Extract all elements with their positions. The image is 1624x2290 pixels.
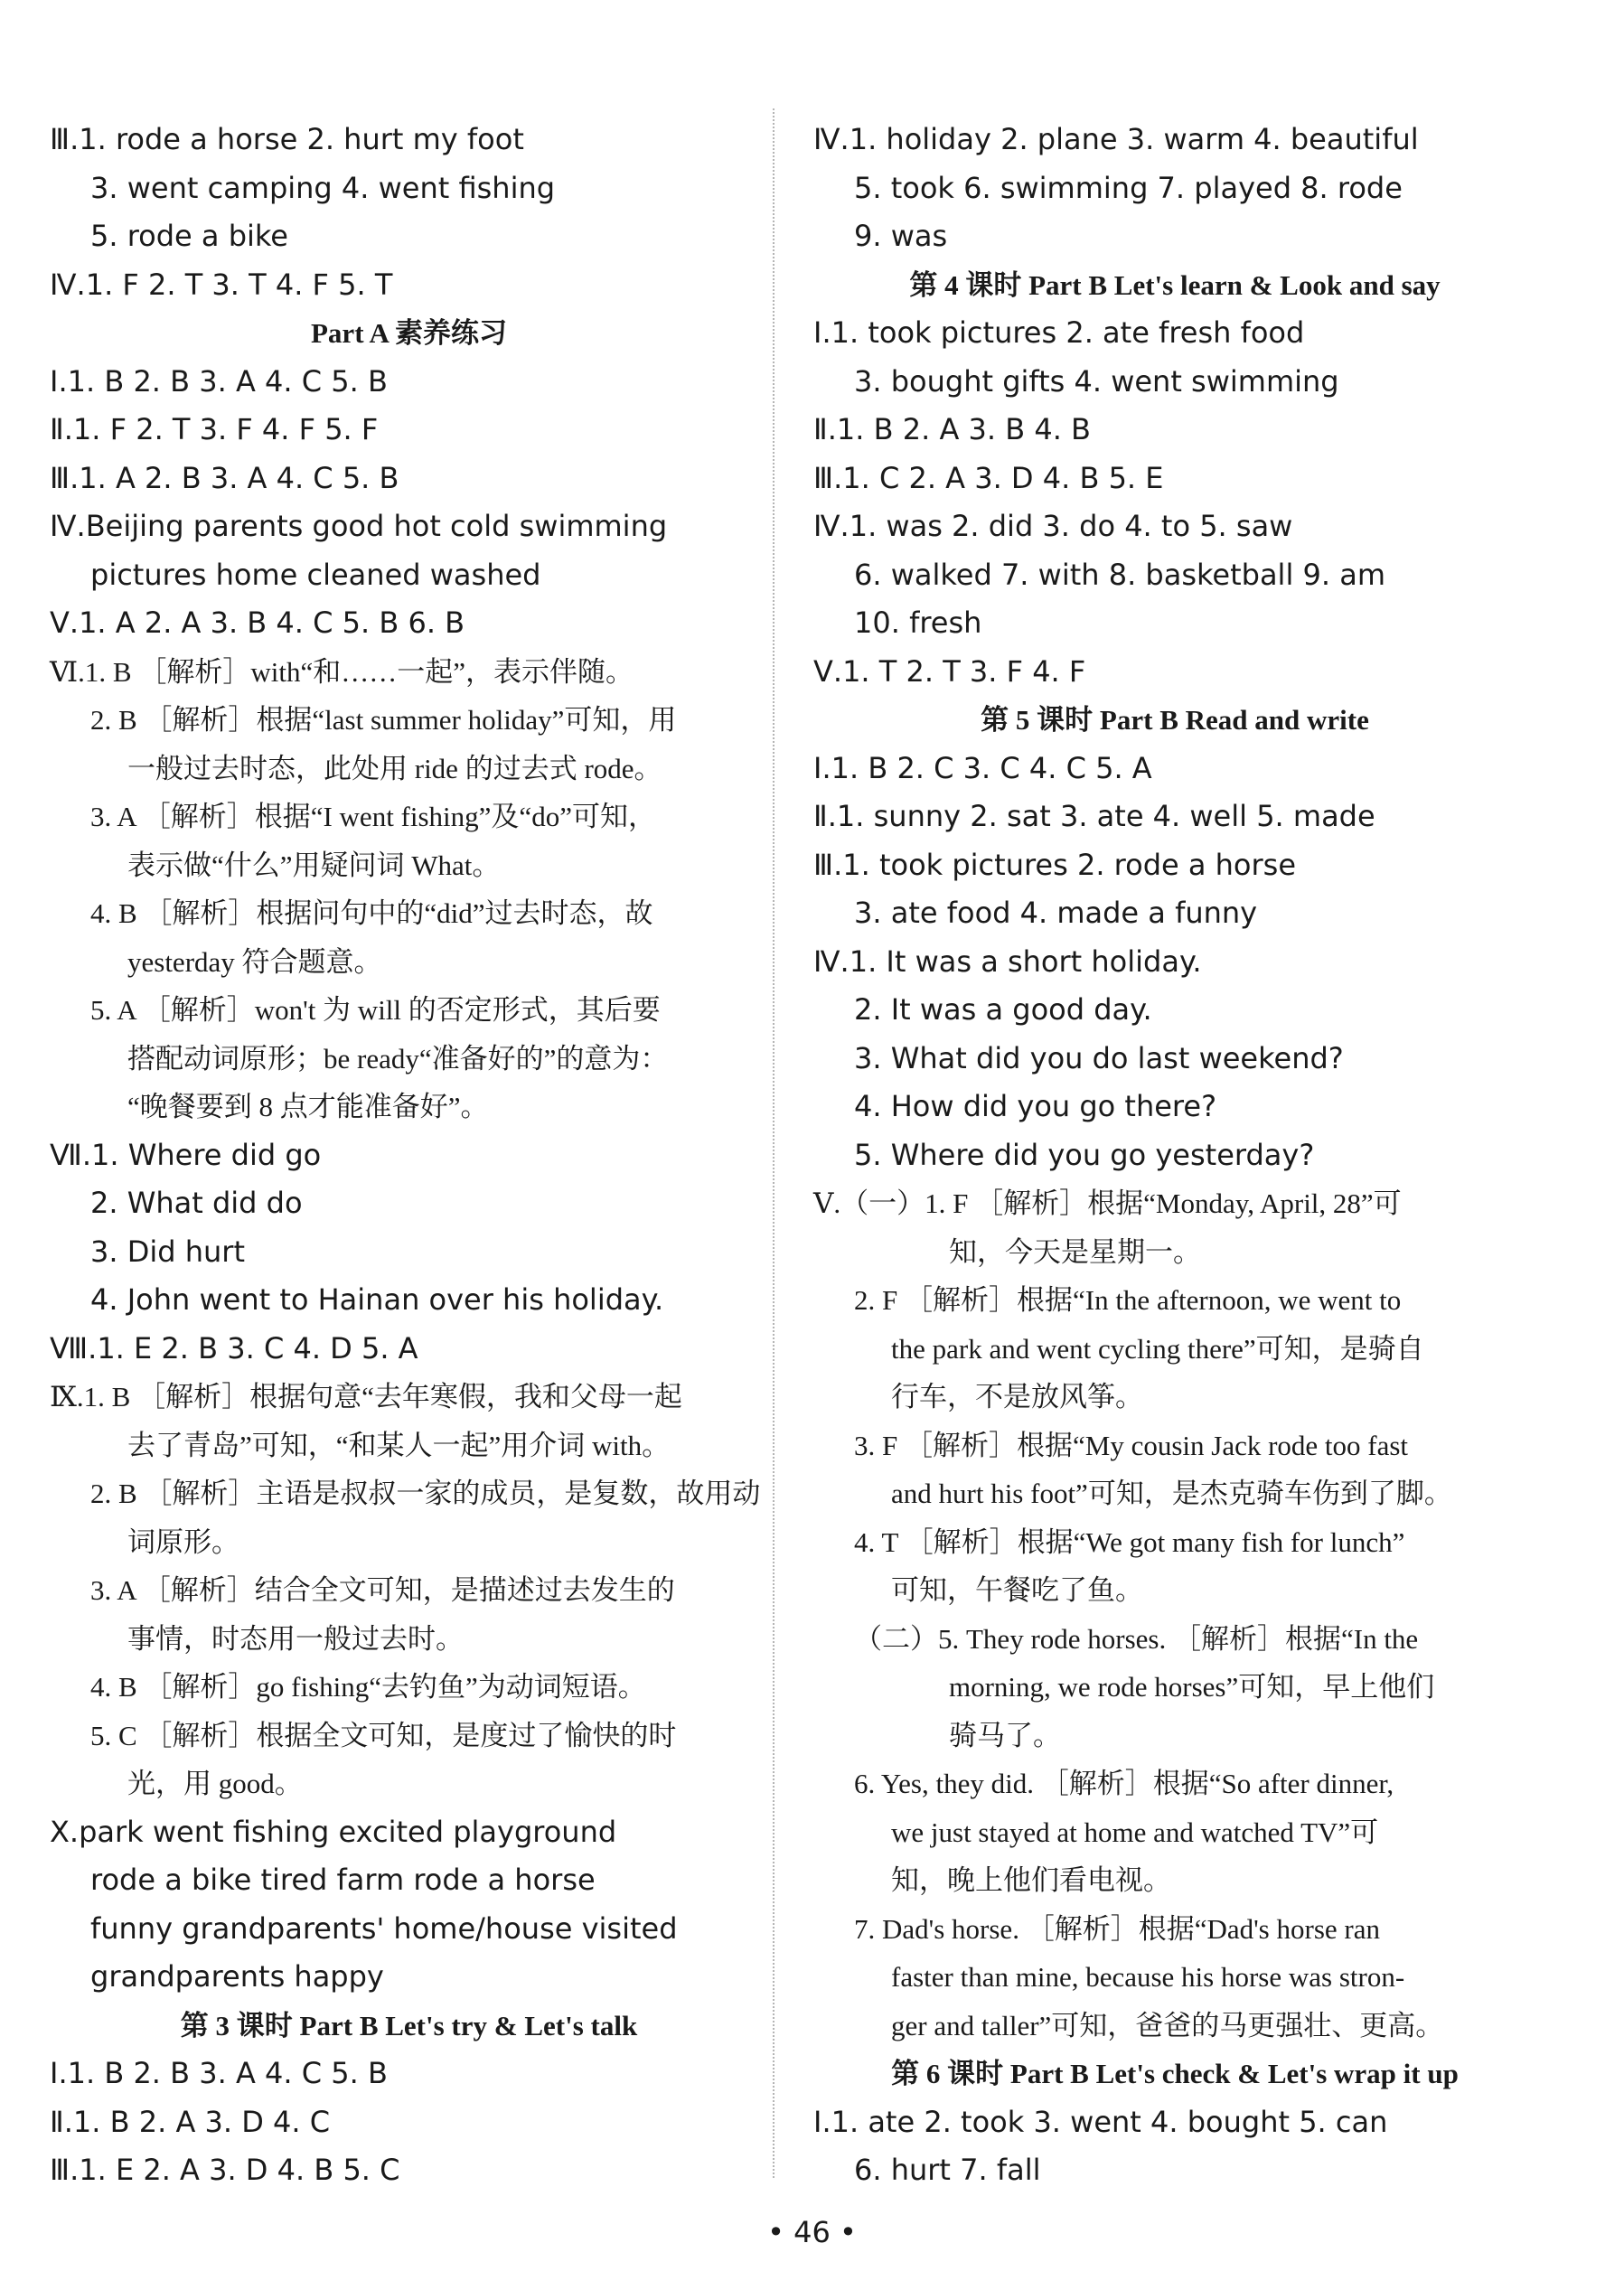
answer-line: 一般过去时态，此处用 ride 的过去式 rode。 <box>127 752 662 784</box>
page-number: • 46 • <box>767 2215 857 2249</box>
answer-line: Ⅳ.Beijing parents good hot cold swimming <box>50 509 668 543</box>
answer-line: we just stayed at home and watched TV”可 <box>891 1816 1379 1848</box>
answer-line: 2. What did do <box>90 1186 303 1220</box>
answer-line: Ⅰ.1. B 2. B 3. A 4. C 5. B <box>50 2056 388 2090</box>
answer-line: Ⅸ.1. B ［解析］根据句意“去年寒假，我和父母一起 <box>50 1381 682 1412</box>
answer-line: 去了青岛”可知，“和某人一起”用介词 with。 <box>127 1429 671 1461</box>
column-divider <box>773 108 774 2178</box>
answer-line: 知，晚上他们看电视。 <box>891 1864 1171 1896</box>
right-column <box>813 116 1536 2195</box>
answer-line: Ⅴ.1. A 2. A 3. B 4. C 5. B 6. B <box>50 605 465 640</box>
answer-line: Ⅲ.1. C 2. A 3. D 4. B 5. E <box>813 460 1164 495</box>
answer-line: 骑马了。 <box>949 1719 1061 1751</box>
answer-line: 2. It was a good day. <box>854 992 1152 1027</box>
answer-line: grandparents happy <box>90 1959 384 1994</box>
answer-line: 3. What did you do last weekend? <box>854 1040 1344 1075</box>
answer-line: 4. B ［解析］go fishing“去钓鱼”为动词短语。 <box>90 1671 646 1703</box>
answer-line: 3. Did hurt <box>90 1234 245 1269</box>
answer-line: 3. A ［解析］根据“I went fishing”及“do”可知， <box>90 801 656 832</box>
answer-line: 表示做“什么”用疑问词 What。 <box>127 849 501 881</box>
answer-line: 知，今天是星期一。 <box>949 1235 1201 1268</box>
answer-line: Ⅳ.1. F 2. T 3. T 4. F 5. T <box>50 267 393 302</box>
answer-line: 事情，时态用一般过去时。 <box>127 1622 464 1655</box>
answer-line: 4. John went to Hainan over his holiday. <box>90 1282 664 1317</box>
answer-line: Ⅰ.1. B 2. C 3. C 4. C 5. A <box>813 750 1152 785</box>
answer-line: 可知，午餐吃了鱼。 <box>891 1574 1143 1606</box>
answer-line: 3. ate food 4. made a funny <box>854 896 1258 930</box>
answer-line: 6. walked 7. with 8. basketball 9. am <box>854 557 1385 592</box>
answer-line: Ⅰ.1. ate 2. took 3. went 4. bought 5. can <box>813 2104 1388 2139</box>
answer-line: 5. Where did you go yesterday? <box>854 1137 1315 1172</box>
answer-line: 3. A ［解析］结合全文可知，是描述过去发生的 <box>90 1574 675 1606</box>
answer-line: Ⅴ.1. T 2. T 3. F 4. F <box>813 653 1086 689</box>
answer-line: Ⅱ.1. sunny 2. sat 3. ate 4. well 5. made <box>813 799 1375 833</box>
answer-line: Ⅶ.1. Where did go <box>50 1137 322 1172</box>
answer-line: Ⅲ.1. rode a horse 2. hurt my foot <box>50 122 524 156</box>
section-heading: 第 3 课时 Part B Let's try & Let's talk <box>180 2009 638 2041</box>
answer-line: 5. rode a bike <box>90 219 288 253</box>
answer-line: Ⅳ.1. was 2. did 3. do 4. to 5. saw <box>813 509 1293 543</box>
answer-line: 2. B ［解析］根据“last summer holiday”可知，用 <box>90 704 677 736</box>
answer-line: 光，用 good。 <box>127 1768 303 1799</box>
answer-line: “晚餐要到 8 点才能准备好”。 <box>127 1091 489 1122</box>
answer-line: and hurt his foot”可知，是杰克骑车伤到了脚。 <box>891 1478 1452 1509</box>
answer-line: 3. F ［解析］根据“My cousin Jack rode too fast <box>854 1429 1409 1461</box>
answer-line: 行车，不是放风筝。 <box>891 1381 1143 1412</box>
answer-line: the park and went cycling there”可知，是骑自 <box>891 1332 1424 1365</box>
section-heading: 第 5 课时 Part B Read and write <box>981 704 1369 736</box>
answer-line: 4. T ［解析］根据“We got many fish for lunch” <box>854 1525 1405 1558</box>
answer-line: 词原形。 <box>127 1525 239 1558</box>
answer-line: Ⅳ.1. holiday 2. plane 3. warm 4. beautiful <box>813 122 1419 156</box>
section-heading: Part A 素养练习 <box>311 317 507 349</box>
answer-line: Ⅲ.1. took pictures 2. rode a horse <box>813 847 1297 882</box>
answer-line: Ⅱ.1. B 2. A 3. D 4. C <box>50 2104 331 2139</box>
answer-line: ger and taller”可知，爸爸的马更强壮、更高。 <box>891 2009 1444 2041</box>
answer-line: 5. A ［解析］won't 为 will 的否定形式，其后要 <box>90 994 661 1026</box>
answer-line: Ⅲ.1. A 2. B 3. A 4. C 5. B <box>50 460 399 495</box>
answer-line: Ⅰ.1. B 2. B 3. A 4. C 5. B <box>50 363 388 399</box>
answer-line: 4. How did you go there? <box>854 1089 1217 1123</box>
answer-line: （二）5. They rode horses. ［解析］根据“In the <box>854 1622 1419 1655</box>
answer-line: Ⅱ.1. B 2. A 3. B 4. B <box>813 412 1091 446</box>
answer-line: Ⅹ.park went fishing excited playground <box>50 1814 617 1849</box>
answer-line: 5. took 6. swimming 7. played 8. rode <box>854 170 1403 205</box>
answer-line: rode a bike tired farm rode a horse <box>90 1863 596 1897</box>
answer-line: funny grandparents' home/house visited <box>90 1910 678 1946</box>
answer-line: Ⅳ.1. It was a short holiday. <box>813 943 1202 979</box>
answer-line: 9. was <box>854 219 948 253</box>
answer-line: 6. Yes, they did. ［解析］根据“So after dinner, <box>854 1768 1394 1799</box>
answer-line: faster than mine, because his horse was stron- <box>891 1961 1405 1993</box>
answer-line: 5. C ［解析］根据全文可知，是度过了愉快的时 <box>90 1719 677 1751</box>
answer-line: Ⅲ.1. E 2. A 3. D 4. B 5. C <box>50 2153 400 2187</box>
answer-line: 7. Dad's horse. ［解析］根据“Dad's horse ran <box>854 1912 1380 1945</box>
answer-line: 10. fresh <box>854 605 982 640</box>
answer-line: 2. B ［解析］主语是叔叔一家的成员，是复数，故用动 <box>90 1478 761 1509</box>
answer-line: yesterday 符合题意。 <box>127 945 382 978</box>
answer-line: pictures home cleaned washed <box>90 557 541 592</box>
answer-line: Ⅷ.1. E 2. B 3. C 4. D 5. A <box>50 1330 418 1366</box>
answer-line: 搭配动词原形；be ready“准备好的”的意为： <box>127 1042 669 1075</box>
answer-line: Ⅱ.1. F 2. T 3. F 4. F 5. F <box>50 412 379 446</box>
answer-line: 3. bought gifts 4. went swimming <box>854 363 1339 399</box>
section-heading: 第 4 课时 Part B Let's learn & Look and say <box>909 268 1441 301</box>
section-heading: 第 6 课时 Part B Let's check & Let's wrap it up <box>891 2058 1459 2089</box>
answer-line: Ⅰ.1. took pictures 2. ate fresh food <box>813 315 1305 350</box>
answer-line: morning, we rode horses”可知，早上他们 <box>949 1671 1435 1703</box>
answer-line: 3. went camping 4. went fishing <box>90 170 556 205</box>
left-column <box>50 116 768 2195</box>
answer-line: 6. hurt 7. fall <box>854 2153 1041 2187</box>
answer-line: 2. F ［解析］根据“In the afternoon, we went to <box>854 1284 1402 1316</box>
answer-line: Ⅴ.（一）1. F ［解析］根据“Monday, April, 28”可 <box>813 1187 1402 1219</box>
answer-line: 4. B ［解析］根据问句中的“did”过去时态，故 <box>90 897 653 929</box>
answer-line: Ⅵ.1. B ［解析］with“和……一起”，表示伴随。 <box>50 655 634 688</box>
